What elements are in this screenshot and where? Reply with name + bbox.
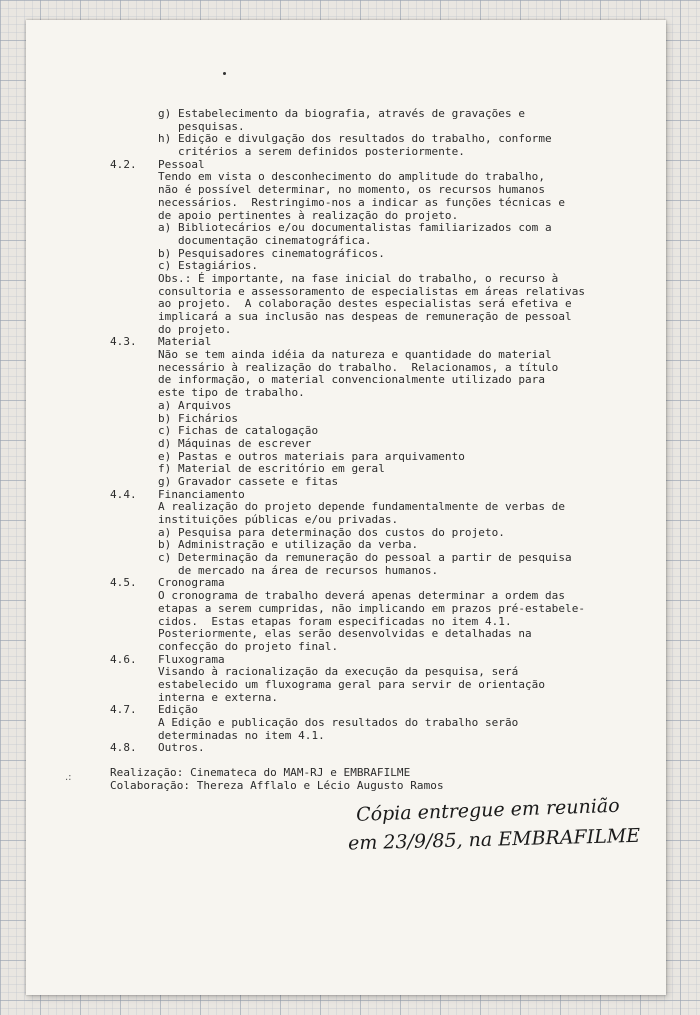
- line-text: critérios a serem definidos posteriormente.: [178, 145, 465, 159]
- text-line: [110, 628, 670, 641]
- text-line: [110, 311, 670, 324]
- text-line: [110, 184, 670, 197]
- line-text: c) Fichas de catalogação: [158, 424, 319, 438]
- line-text: h) Edição e divulgação dos resultados do trabalho, conforme: [158, 132, 552, 146]
- line-text: implicará a sua inclusão nas despeas de remuneração de pessoal: [158, 310, 572, 323]
- handwritten-note-line-1: Cópia entregue em reunião: [355, 794, 620, 826]
- section-title: Edição: [158, 703, 199, 717]
- section-title: Cronograma: [158, 576, 225, 590]
- line-text: Tendo em vista o desconhecimento do amplitude do trabalho,: [158, 170, 546, 184]
- credits-block: [110, 767, 670, 792]
- line-text: c) Estagiários.: [158, 259, 259, 273]
- line-text: c) Determinação da remuneração do pessoal a partir de pesquisa: [158, 551, 572, 565]
- line-text: etapas a serem cumpridas, não implicando em prazos pré-estabele-: [158, 601, 586, 615]
- section-title: Outros.: [158, 741, 205, 755]
- line-text: Não se tem ainda idéia da natureza e quantidade do material: [158, 348, 552, 362]
- section-number: 4.4.: [110, 487, 137, 501]
- line-text: estabelecido um fluxograma geral para servir de orientação: [158, 677, 546, 691]
- line-text: cidos. Estas etapas foram especificadas no item 4.1.: [158, 614, 512, 628]
- document-lines: [110, 108, 670, 755]
- text-line: [110, 603, 670, 616]
- text-line: [110, 222, 670, 235]
- line-text: consultoria e assessoramento de especialistas em áreas relativas: [158, 284, 586, 298]
- text-line: [110, 438, 670, 451]
- line-text: necessário à realização do trabalho. Relacionamos, a título: [158, 360, 559, 374]
- text-line: [110, 425, 670, 438]
- section-number: 4.6.: [110, 652, 137, 666]
- line-text: de informação, o material convencionalmente utilizado para: [158, 373, 546, 387]
- credit-colaboracao: Colaboração: Thereza Afflalo e Lécio Augusto Ramos: [110, 778, 444, 792]
- text-line: [110, 514, 670, 527]
- line-text: este tipo de trabalho.: [158, 386, 305, 400]
- text-line: [110, 273, 670, 286]
- line-text: de apoio pertinentes à realização do projeto.: [158, 208, 459, 222]
- typed-text-block: [110, 108, 670, 792]
- section-number: 4.5.: [110, 576, 137, 590]
- section-title: Financiamento: [158, 487, 245, 501]
- line-text: determinadas no item 4.1.: [158, 728, 325, 742]
- section-title: Fluxograma: [158, 652, 225, 666]
- line-text: não é possível determinar, no momento, os recursos humanos: [158, 183, 546, 197]
- line-text: f) Material de escritório em geral: [158, 462, 385, 476]
- line-text: Posteriormente, elas serão desenvolvidas e detalhadas na: [158, 627, 532, 641]
- line-text: A Edição e publicação dos resultados do trabalho serão: [158, 716, 519, 729]
- line-text: ao projeto. A colaboração destes especialistas será efetiva e: [158, 297, 572, 311]
- line-text: necessários. Restringimo-nos a indicar as funções técnicas e: [158, 195, 566, 209]
- line-text: a) Bibliotecários e/ou documentalistas familiarizados com a: [158, 221, 552, 235]
- line-text: b) Fichários: [158, 411, 239, 425]
- credit-realizacao: Realização: Cinemateca do MAM-RJ e EMBRAFILME: [110, 766, 411, 780]
- line-text: e) Pastas e outros materiais para arquivamento: [158, 449, 465, 463]
- text-line: [110, 552, 670, 565]
- line-text: O cronograma de trabalho deverá apenas determinar a ordem das: [158, 589, 566, 603]
- text-line: [110, 400, 670, 413]
- line-text: de mercado na área de recursos humanos.: [178, 563, 439, 577]
- line-text: g) Gravador cassete e fitas: [158, 474, 339, 488]
- text-line: [110, 108, 670, 121]
- line-text: Visando à racionalização da execução da pesquisa, será: [158, 665, 519, 679]
- text-line: [110, 590, 670, 603]
- section-title: Pessoal: [158, 157, 205, 171]
- section-number: 4.2.: [110, 157, 137, 171]
- page-speck: [223, 72, 226, 75]
- margin-mark: .:: [65, 772, 72, 783]
- line-text: a) Arquivos: [158, 398, 232, 412]
- line-text: b) Pesquisadores cinematográficos.: [158, 246, 385, 260]
- line-text: d) Máquinas de escrever: [158, 436, 312, 450]
- line-text: Obs.: É importante, na fase inicial do trabalho, o recurso à: [158, 271, 559, 285]
- line-text: g) Estabelecimento da biografia, através de gravações e: [158, 107, 525, 120]
- section-number: 4.7.: [110, 703, 137, 717]
- text-line: [110, 197, 670, 210]
- section-heading: [110, 742, 670, 755]
- line-text: instituições públicas e/ou privadas.: [158, 513, 399, 526]
- section-title: Material: [158, 335, 212, 349]
- line-text: pesquisas.: [178, 119, 245, 133]
- section-number: 4.8.: [110, 741, 137, 755]
- text-line: [110, 235, 670, 248]
- text-line: [110, 717, 670, 730]
- line-text: confecção do projeto final.: [158, 639, 339, 653]
- text-line: [110, 387, 670, 400]
- line-text: b) Administração e utilização da verba.: [158, 538, 419, 552]
- line-text: do projeto.: [158, 322, 232, 336]
- line-text: documentação cinematográfica.: [178, 233, 372, 247]
- section-number: 4.3.: [110, 335, 137, 349]
- line-text: a) Pesquisa para determinação dos custos do projeto.: [158, 525, 505, 539]
- document-page: [26, 20, 666, 995]
- line-text: interna e externa.: [158, 690, 279, 704]
- handwritten-note-line-2: em 23/9/85, na EMBRAFILME: [347, 824, 641, 855]
- text-line: [110, 349, 670, 362]
- line-text: A realização do projeto depende fundamentalmente de verbas de: [158, 500, 566, 514]
- text-line: [110, 679, 670, 692]
